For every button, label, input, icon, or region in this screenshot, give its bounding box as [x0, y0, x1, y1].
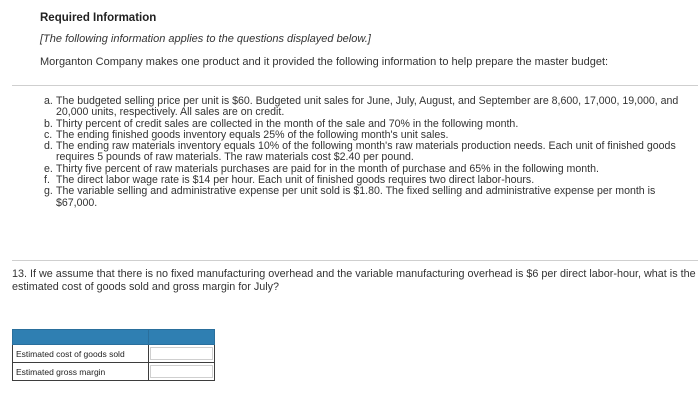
info-item-marker: g.	[44, 185, 53, 198]
table-row	[13, 345, 215, 363]
info-item-text: Thirty percent of credit sales are collected in the month of the sale and 70% in the following month.	[56, 117, 519, 130]
info-item-marker: c.	[44, 128, 53, 141]
info-item-text: The budgeted selling price per unit is $60. Budgeted unit sales for June, July, August, and September are 8,600, 17,000, 19,000, and 20,000 units, respectively. All sales are on credit.	[56, 95, 679, 119]
cost-of-goods-sold-label: Estimated cost of goods sold	[13, 345, 149, 363]
cost-of-goods-sold-input[interactable]	[150, 347, 213, 360]
info-item-text: The ending raw materials inventory equals 10% of the following month's raw materials production needs. Each unit of finished goods requires 5 pounds of raw materials. The raw materials cost $2.40 per pound.	[56, 140, 676, 164]
cost-of-goods-sold-cell	[149, 345, 215, 363]
information-box	[12, 85, 698, 261]
information-list	[44, 96, 684, 209]
info-item-text: Thirty five percent of raw materials purchases are paid for in the month of purchase and 65% in the following month.	[56, 162, 599, 175]
info-item-d	[44, 141, 684, 164]
info-item-marker: e.	[44, 162, 53, 175]
info-item-text: The variable selling and administrative expense per unit sold is $1.80. The fixed selling and administrative expense per month is $67,000.	[56, 185, 656, 209]
answer-table	[12, 329, 215, 381]
info-item-g	[44, 186, 684, 209]
info-item-marker: b.	[44, 117, 53, 130]
info-item-marker: d.	[44, 140, 53, 153]
gross-margin-input[interactable]	[150, 365, 213, 378]
info-item-text: The ending finished goods inventory equals 25% of the following month's unit sales.	[56, 128, 449, 141]
answer-table-header-cell	[13, 330, 149, 345]
gross-margin-cell	[149, 363, 215, 381]
gross-margin-label: Estimated gross margin	[13, 363, 149, 381]
answer-table-header-row	[13, 330, 215, 345]
info-item-text: The direct labor wage rate is $14 per hour. Each unit of finished goods requires two direct labor-hours.	[56, 174, 535, 187]
answer-table-header-cell	[149, 330, 215, 345]
info-item-a	[44, 96, 684, 119]
question-13-text: 13. If we assume that there is no fixed manufacturing overhead and the variable manufacturing overhead is $6 per direct labor-hour, what is the estimated cost of goods sold and gross margin for July?	[12, 268, 696, 293]
table-row	[13, 363, 215, 381]
required-information-header	[40, 10, 690, 68]
applies-note: [The following information applies to the questions displayed below.]	[40, 33, 371, 45]
info-item-marker: a.	[44, 95, 53, 107]
required-information-title: Required Information	[40, 12, 157, 24]
intro-text: Morganton Company makes one product and it provided the following information to help prepare the master budget:	[40, 56, 609, 68]
info-item-marker: f.	[44, 174, 50, 187]
